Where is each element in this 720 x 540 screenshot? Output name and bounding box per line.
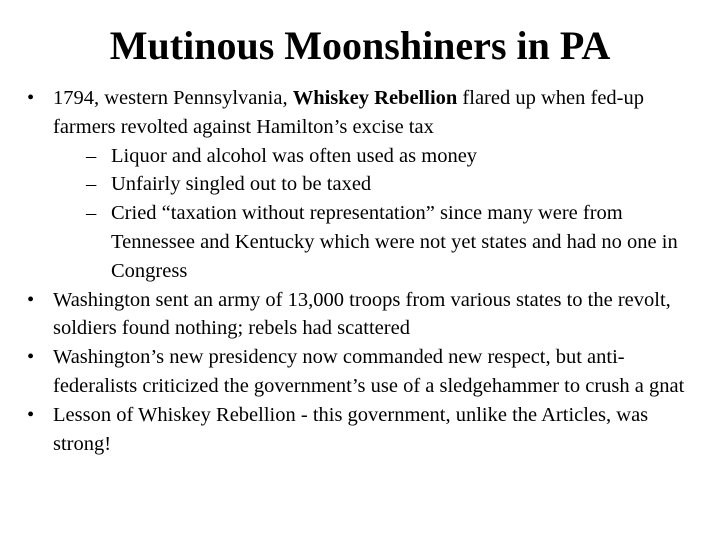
sub-bullet-item-3: [53, 199, 699, 285]
bullet-marker: •: [27, 288, 35, 311]
sub-bullet-item-2: [53, 170, 699, 199]
sub-bullet-text: Liquor and alcohol was often used as money: [111, 144, 478, 167]
bullet-marker: •: [27, 87, 35, 109]
bullet-marker: •: [27, 403, 35, 426]
bullet-marker: •: [27, 346, 35, 369]
bullet-item-3: [27, 343, 699, 401]
slide-title: Mutinous Moonshiners in PA: [109, 23, 611, 68]
bullet-item-2: [27, 286, 699, 344]
bullet-item-4: [27, 401, 699, 459]
bullet-text: Washington’s new presidency now commanded new respect, but anti-federalists criticized the government’s use of a sledgehammer to crush a gnat: [53, 346, 685, 397]
bullet-item-1: [27, 84, 699, 286]
bullet-text-before: 1794, western Pennsylvania,: [53, 87, 293, 109]
sub-bullet-text: Unfairly singled out to be taxed: [111, 173, 372, 196]
sub-bullet-text: Cried “taxation without representation” since many were from Tennessee and Kentucky which were not yet states and had no one in Congress: [111, 202, 678, 282]
sub-bullet-marker: –: [86, 173, 97, 196]
bullet-list: [27, 84, 699, 458]
bullet-bold-term: Whiskey Rebellion: [292, 87, 458, 109]
sub-bullet-list: [53, 142, 699, 286]
bullet-text-after: flared up when fed-up farmers revolted against Hamilton’s excise tax: [53, 87, 644, 138]
bullet-text: Washington sent an army of 13,000 troops from various states to the revolt, soldiers found nothing; rebels had scattered: [53, 288, 671, 340]
sub-bullet-marker: –: [86, 144, 97, 167]
sub-bullet-marker: –: [86, 202, 97, 225]
bullet-text: Lesson of Whiskey Rebellion - this government, unlike the Articles, was strong!: [53, 403, 649, 455]
slide-body: [27, 84, 699, 458]
sub-bullet-item-1: [53, 142, 699, 171]
